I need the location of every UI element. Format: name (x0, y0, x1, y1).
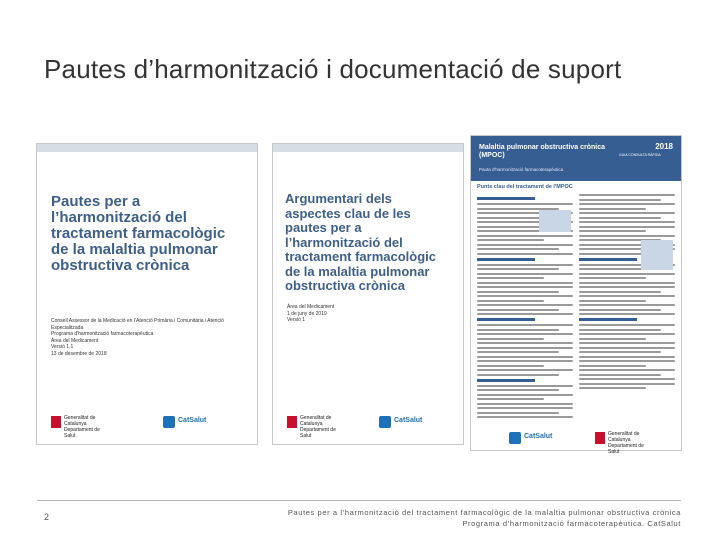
generalitat-logo: Generalitat de Catalunya Departament de Salut (51, 414, 111, 432)
cover-top-strip (37, 144, 257, 152)
catsalut-mark-icon (509, 432, 521, 444)
footer-line-2: Programa d’harmonització farmacoterapèutica. CatSalut (462, 519, 681, 528)
cover-meta: Consell Assessor de la Medicació en l’Atenció Primària i Comunitària i Atenció Especialitzada Programa d'harmonització farmacoterapèutica Àrea del Medicament Versió 1.1 13 de desembre de 2018 (51, 318, 224, 357)
guide-callout-box (641, 240, 673, 270)
footer-divider (37, 500, 681, 501)
slide-title: Pautes d’harmonització i documentació de suport (44, 54, 622, 84)
generalitat-mark-icon (595, 432, 605, 444)
cover-logos: Generalitat de Catalunya Departament de Salut CatSalut (51, 414, 247, 432)
footer-text (288, 507, 681, 529)
catsalut-mark-icon (379, 416, 391, 428)
document-quick-guide[interactable] (471, 136, 681, 455)
guide-label: GUIA CONSULTA RÀPIDA (619, 153, 661, 157)
guide-header (471, 136, 681, 181)
generalitat-mark-icon (287, 416, 297, 428)
guide-header-subtitle: Pauta d'harmonització farmacoterapèutica (479, 167, 564, 172)
cover-meta: Àrea del Medicament 1 de juny de 2019 Versió 1 (287, 304, 335, 323)
cover-title: Pautes per a l’harmonització del tractament farmacològic de la malaltia pulmonar obstructiva crònica (51, 193, 226, 274)
document-cover-argumentari[interactable] (273, 144, 463, 444)
catsalut-mark-icon (163, 416, 175, 428)
guide-right-column (579, 194, 675, 392)
document-cover-pautes[interactable] (37, 144, 257, 444)
guide-year: 2018 (655, 142, 673, 151)
page-number: 2 (44, 512, 50, 522)
cover-top-strip (273, 144, 463, 152)
footer-line-1: Pautes per a l’harmonització del tractament farmacològic de la malaltia pulmonar obstructiva crònica (287, 508, 681, 517)
generalitat-logo: Generalitat de Catalunya Departament de Salut (595, 430, 655, 448)
generalitat-mark-icon (51, 416, 61, 428)
generalitat-logo: Generalitat de Catalunya Departament de Salut (287, 414, 347, 432)
cover-title: Argumentari dels aspectes clau de les pautes per a l’harmonització del tractament farmacològic de la malaltia pulmonar obstructiva crònica (285, 191, 436, 293)
guide-logos: CatSalut Generalitat de Catalunya Departament de Salut (477, 430, 675, 444)
guide-callout-box (539, 210, 571, 232)
guide-header-title: Malaltia pulmonar obstructiva crònica (MPOC) (479, 144, 606, 159)
guide-section-title: Punts clau del tractament de l'MPOC (477, 184, 573, 190)
cover-logos: Generalitat de Catalunya Departament de Salut CatSalut (287, 414, 453, 432)
